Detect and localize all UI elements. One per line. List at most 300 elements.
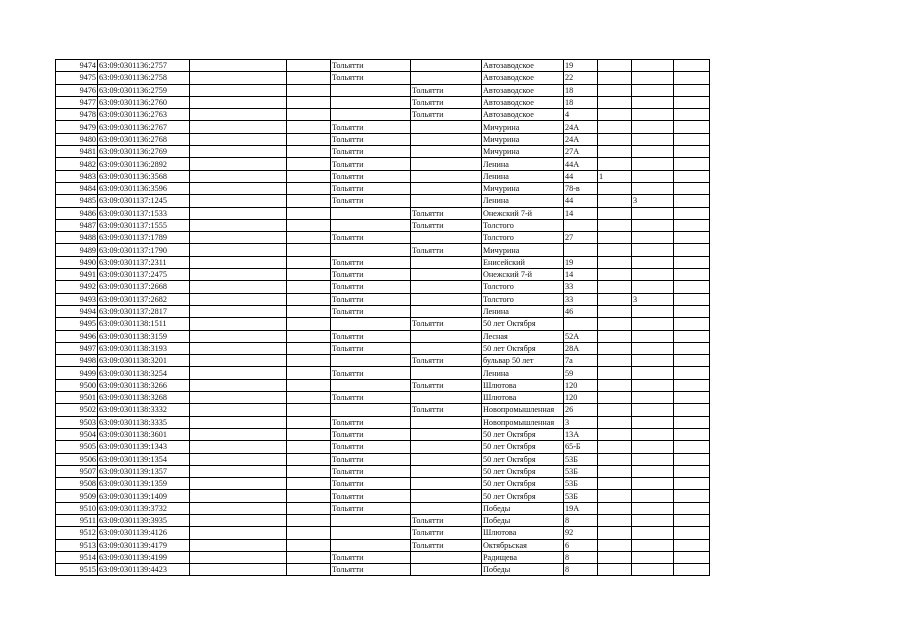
apartment-cell[interactable] — [632, 84, 674, 96]
city-cell[interactable]: Тольятти — [331, 465, 411, 477]
empty-cell[interactable] — [287, 72, 331, 84]
apartment-cell[interactable] — [632, 109, 674, 121]
empty-cell[interactable] — [287, 219, 331, 231]
house-cell[interactable]: 53Б — [564, 453, 598, 465]
building-cell[interactable] — [598, 219, 632, 231]
empty-cell[interactable] — [287, 318, 331, 330]
building-cell[interactable] — [598, 478, 632, 490]
cadastral-number-cell[interactable]: 63:09:0301137:2668 — [98, 281, 190, 293]
settlement-cell[interactable] — [411, 133, 482, 145]
empty-cell[interactable] — [674, 195, 710, 207]
house-cell[interactable]: 28А — [564, 342, 598, 354]
empty-cell[interactable] — [287, 539, 331, 551]
empty-cell[interactable] — [190, 72, 287, 84]
city-cell[interactable]: Тольятти — [331, 256, 411, 268]
city-cell[interactable] — [331, 84, 411, 96]
empty-cell[interactable] — [674, 170, 710, 182]
settlement-cell[interactable] — [411, 478, 482, 490]
cadastral-number-cell[interactable]: 63:09:0301138:3332 — [98, 404, 190, 416]
apartment-cell[interactable] — [632, 244, 674, 256]
empty-cell[interactable] — [190, 392, 287, 404]
street-cell[interactable]: Автозаводское — [482, 60, 564, 72]
street-cell[interactable]: Лесная — [482, 330, 564, 342]
house-cell[interactable]: 65-Б — [564, 441, 598, 453]
house-cell[interactable]: 18 — [564, 84, 598, 96]
cadastral-number-cell[interactable]: 63:09:0301139:1357 — [98, 465, 190, 477]
building-cell[interactable] — [598, 96, 632, 108]
building-cell[interactable] — [598, 465, 632, 477]
apartment-cell[interactable] — [632, 404, 674, 416]
cadastral-number-cell[interactable]: 63:09:0301136:2760 — [98, 96, 190, 108]
building-cell[interactable] — [598, 527, 632, 539]
city-cell[interactable] — [331, 318, 411, 330]
empty-cell[interactable] — [287, 379, 331, 391]
cadastral-number-cell[interactable]: 63:09:0301138:3268 — [98, 392, 190, 404]
empty-cell[interactable] — [674, 293, 710, 305]
row-number-cell[interactable]: 9492 — [56, 281, 98, 293]
empty-cell[interactable] — [674, 109, 710, 121]
cadastral-number-cell[interactable]: 63:09:0301137:1555 — [98, 219, 190, 231]
house-cell[interactable]: 18 — [564, 96, 598, 108]
empty-cell[interactable] — [287, 146, 331, 158]
street-cell[interactable]: Толстого — [482, 219, 564, 231]
settlement-cell[interactable] — [411, 195, 482, 207]
house-cell[interactable]: 19 — [564, 256, 598, 268]
apartment-cell[interactable] — [632, 551, 674, 563]
building-cell[interactable] — [598, 109, 632, 121]
empty-cell[interactable] — [674, 219, 710, 231]
city-cell[interactable] — [331, 514, 411, 526]
empty-cell[interactable] — [674, 514, 710, 526]
empty-cell[interactable] — [674, 96, 710, 108]
street-cell[interactable]: Ленина — [482, 305, 564, 317]
street-cell[interactable]: 50 лет Октября — [482, 490, 564, 502]
settlement-cell[interactable]: Тольятти — [411, 109, 482, 121]
settlement-cell[interactable] — [411, 502, 482, 514]
apartment-cell[interactable] — [632, 490, 674, 502]
empty-cell[interactable] — [287, 195, 331, 207]
empty-cell[interactable] — [674, 305, 710, 317]
city-cell[interactable]: Тольятти — [331, 60, 411, 72]
building-cell[interactable] — [598, 305, 632, 317]
empty-cell[interactable] — [287, 428, 331, 440]
building-cell[interactable] — [598, 392, 632, 404]
house-cell[interactable]: 19А — [564, 502, 598, 514]
empty-cell[interactable] — [190, 453, 287, 465]
empty-cell[interactable] — [674, 379, 710, 391]
empty-cell[interactable] — [287, 207, 331, 219]
house-cell[interactable]: 8 — [564, 564, 598, 576]
row-number-cell[interactable]: 9477 — [56, 96, 98, 108]
row-number-cell[interactable]: 9478 — [56, 109, 98, 121]
cadastral-number-cell[interactable]: 63:09:0301138:3601 — [98, 428, 190, 440]
cadastral-number-cell[interactable]: 63:09:0301139:4126 — [98, 527, 190, 539]
empty-cell[interactable] — [674, 539, 710, 551]
settlement-cell[interactable] — [411, 121, 482, 133]
empty-cell[interactable] — [674, 342, 710, 354]
settlement-cell[interactable] — [411, 281, 482, 293]
apartment-cell[interactable] — [632, 232, 674, 244]
empty-cell[interactable] — [674, 478, 710, 490]
cadastral-number-cell[interactable]: 63:09:0301136:2758 — [98, 72, 190, 84]
building-cell[interactable] — [598, 133, 632, 145]
house-cell[interactable]: 27 — [564, 232, 598, 244]
cadastral-number-cell[interactable]: 63:09:0301136:2769 — [98, 146, 190, 158]
cadastral-number-cell[interactable]: 63:09:0301136:2763 — [98, 109, 190, 121]
empty-cell[interactable] — [674, 207, 710, 219]
apartment-cell[interactable] — [632, 256, 674, 268]
apartment-cell[interactable] — [632, 392, 674, 404]
row-number-cell[interactable]: 9480 — [56, 133, 98, 145]
apartment-cell[interactable] — [632, 416, 674, 428]
empty-cell[interactable] — [674, 453, 710, 465]
building-cell[interactable] — [598, 72, 632, 84]
settlement-cell[interactable] — [411, 367, 482, 379]
settlement-cell[interactable]: Тольятти — [411, 318, 482, 330]
apartment-cell[interactable] — [632, 502, 674, 514]
building-cell[interactable] — [598, 379, 632, 391]
empty-cell[interactable] — [287, 404, 331, 416]
empty-cell[interactable] — [190, 416, 287, 428]
empty-cell[interactable] — [674, 182, 710, 194]
cadastral-number-cell[interactable]: 63:09:0301137:1533 — [98, 207, 190, 219]
building-cell[interactable] — [598, 539, 632, 551]
house-cell[interactable] — [564, 244, 598, 256]
settlement-cell[interactable] — [411, 158, 482, 170]
cadastral-number-cell[interactable]: 63:09:0301137:1790 — [98, 244, 190, 256]
empty-cell[interactable] — [287, 441, 331, 453]
city-cell[interactable]: Тольятти — [331, 367, 411, 379]
cadastral-number-cell[interactable]: 63:09:0301138:3159 — [98, 330, 190, 342]
empty-cell[interactable] — [287, 478, 331, 490]
settlement-cell[interactable] — [411, 170, 482, 182]
empty-cell[interactable] — [190, 244, 287, 256]
empty-cell[interactable] — [287, 502, 331, 514]
street-cell[interactable]: 50 лет Октября — [482, 342, 564, 354]
settlement-cell[interactable] — [411, 182, 482, 194]
city-cell[interactable]: Тольятти — [331, 551, 411, 563]
empty-cell[interactable] — [190, 219, 287, 231]
building-cell[interactable] — [598, 281, 632, 293]
cadastral-number-cell[interactable]: 63:09:0301136:2768 — [98, 133, 190, 145]
row-number-cell[interactable]: 9509 — [56, 490, 98, 502]
cadastral-number-cell[interactable]: 63:09:0301139:3935 — [98, 514, 190, 526]
empty-cell[interactable] — [190, 551, 287, 563]
building-cell[interactable] — [598, 244, 632, 256]
building-cell[interactable] — [598, 453, 632, 465]
empty-cell[interactable] — [287, 269, 331, 281]
empty-cell[interactable] — [287, 158, 331, 170]
cadastral-number-cell[interactable]: 63:09:0301139:4199 — [98, 551, 190, 563]
street-cell[interactable]: Автозаводское — [482, 109, 564, 121]
empty-cell[interactable] — [674, 404, 710, 416]
city-cell[interactable] — [331, 355, 411, 367]
house-cell[interactable]: 22 — [564, 72, 598, 84]
empty-cell[interactable] — [674, 146, 710, 158]
apartment-cell[interactable] — [632, 182, 674, 194]
empty-cell[interactable] — [190, 514, 287, 526]
empty-cell[interactable] — [190, 121, 287, 133]
house-cell[interactable]: 44 — [564, 195, 598, 207]
apartment-cell[interactable] — [632, 330, 674, 342]
city-cell[interactable] — [331, 527, 411, 539]
building-cell[interactable] — [598, 256, 632, 268]
empty-cell[interactable] — [674, 502, 710, 514]
row-number-cell[interactable]: 9498 — [56, 355, 98, 367]
city-cell[interactable]: Тольятти — [331, 158, 411, 170]
street-cell[interactable]: Толстого — [482, 232, 564, 244]
empty-cell[interactable] — [674, 441, 710, 453]
settlement-cell[interactable]: Тольятти — [411, 244, 482, 256]
settlement-cell[interactable] — [411, 428, 482, 440]
empty-cell[interactable] — [190, 232, 287, 244]
cadastral-number-cell[interactable]: 63:09:0301138:3266 — [98, 379, 190, 391]
apartment-cell[interactable] — [632, 342, 674, 354]
row-number-cell[interactable]: 9512 — [56, 527, 98, 539]
empty-cell[interactable] — [190, 404, 287, 416]
empty-cell[interactable] — [190, 367, 287, 379]
row-number-cell[interactable]: 9506 — [56, 453, 98, 465]
empty-cell[interactable] — [287, 527, 331, 539]
street-cell[interactable]: Победы — [482, 514, 564, 526]
street-cell[interactable]: Ленина — [482, 195, 564, 207]
empty-cell[interactable] — [287, 551, 331, 563]
city-cell[interactable]: Тольятти — [331, 170, 411, 182]
building-cell[interactable] — [598, 404, 632, 416]
settlement-cell[interactable] — [411, 453, 482, 465]
house-cell[interactable]: 19 — [564, 60, 598, 72]
settlement-cell[interactable]: Тольятти — [411, 219, 482, 231]
empty-cell[interactable] — [190, 207, 287, 219]
apartment-cell[interactable] — [632, 428, 674, 440]
empty-cell[interactable] — [674, 318, 710, 330]
street-cell[interactable]: 50 лет Октября — [482, 441, 564, 453]
house-cell[interactable]: 14 — [564, 207, 598, 219]
empty-cell[interactable] — [674, 367, 710, 379]
empty-cell[interactable] — [287, 121, 331, 133]
empty-cell[interactable] — [287, 514, 331, 526]
city-cell[interactable]: Тольятти — [331, 182, 411, 194]
house-cell[interactable]: 14 — [564, 269, 598, 281]
city-cell[interactable]: Тольятти — [331, 416, 411, 428]
apartment-cell[interactable] — [632, 539, 674, 551]
empty-cell[interactable] — [287, 170, 331, 182]
row-number-cell[interactable]: 9502 — [56, 404, 98, 416]
cadastral-number-cell[interactable]: 63:09:0301139:3732 — [98, 502, 190, 514]
apartment-cell[interactable] — [632, 121, 674, 133]
cadastral-number-cell[interactable]: 63:09:0301139:1409 — [98, 490, 190, 502]
city-cell[interactable]: Тольятти — [331, 133, 411, 145]
street-cell[interactable]: 50 лет Октября — [482, 465, 564, 477]
city-cell[interactable]: Тольятти — [331, 305, 411, 317]
city-cell[interactable]: Тольятти — [331, 453, 411, 465]
city-cell[interactable]: Тольятти — [331, 281, 411, 293]
empty-cell[interactable] — [190, 441, 287, 453]
city-cell[interactable]: Тольятти — [331, 72, 411, 84]
street-cell[interactable]: Ленина — [482, 158, 564, 170]
empty-cell[interactable] — [190, 539, 287, 551]
empty-cell[interactable] — [190, 564, 287, 576]
city-cell[interactable]: Тольятти — [331, 342, 411, 354]
empty-cell[interactable] — [674, 355, 710, 367]
settlement-cell[interactable]: Тольятти — [411, 96, 482, 108]
cadastral-number-cell[interactable]: 63:09:0301136:2757 — [98, 60, 190, 72]
row-number-cell[interactable]: 9508 — [56, 478, 98, 490]
settlement-cell[interactable] — [411, 392, 482, 404]
cadastral-number-cell[interactable]: 63:09:0301139:1343 — [98, 441, 190, 453]
building-cell[interactable] — [598, 293, 632, 305]
empty-cell[interactable] — [287, 109, 331, 121]
empty-cell[interactable] — [674, 490, 710, 502]
building-cell[interactable] — [598, 342, 632, 354]
empty-cell[interactable] — [190, 502, 287, 514]
row-number-cell[interactable]: 9496 — [56, 330, 98, 342]
empty-cell[interactable] — [674, 60, 710, 72]
empty-cell[interactable] — [190, 60, 287, 72]
row-number-cell[interactable]: 9507 — [56, 465, 98, 477]
settlement-cell[interactable] — [411, 330, 482, 342]
city-cell[interactable]: Тольятти — [331, 269, 411, 281]
empty-cell[interactable] — [190, 305, 287, 317]
street-cell[interactable]: Мичурина — [482, 182, 564, 194]
house-cell[interactable]: 7а — [564, 355, 598, 367]
empty-cell[interactable] — [674, 256, 710, 268]
building-cell[interactable] — [598, 551, 632, 563]
row-number-cell[interactable]: 9499 — [56, 367, 98, 379]
empty-cell[interactable] — [674, 121, 710, 133]
empty-cell[interactable] — [287, 564, 331, 576]
city-cell[interactable] — [331, 207, 411, 219]
empty-cell[interactable] — [674, 416, 710, 428]
house-cell[interactable]: 120 — [564, 379, 598, 391]
empty-cell[interactable] — [190, 182, 287, 194]
settlement-cell[interactable] — [411, 232, 482, 244]
empty-cell[interactable] — [287, 96, 331, 108]
settlement-cell[interactable]: Тольятти — [411, 404, 482, 416]
empty-cell[interactable] — [287, 367, 331, 379]
empty-cell[interactable] — [287, 416, 331, 428]
building-cell[interactable] — [598, 158, 632, 170]
row-number-cell[interactable]: 9490 — [56, 256, 98, 268]
apartment-cell[interactable] — [632, 318, 674, 330]
empty-cell[interactable] — [190, 170, 287, 182]
street-cell[interactable]: Автозаводское — [482, 96, 564, 108]
empty-cell[interactable] — [190, 133, 287, 145]
apartment-cell[interactable] — [632, 379, 674, 391]
city-cell[interactable]: Тольятти — [331, 330, 411, 342]
street-cell[interactable]: Толстого — [482, 293, 564, 305]
building-cell[interactable] — [598, 146, 632, 158]
apartment-cell[interactable]: 3 — [632, 293, 674, 305]
street-cell[interactable]: 50 лет Октября — [482, 318, 564, 330]
building-cell[interactable] — [598, 232, 632, 244]
street-cell[interactable]: Радищева — [482, 551, 564, 563]
cadastral-number-cell[interactable]: 63:09:0301138:1511 — [98, 318, 190, 330]
building-cell[interactable] — [598, 428, 632, 440]
street-cell[interactable]: Шлютова — [482, 379, 564, 391]
row-number-cell[interactable]: 9497 — [56, 342, 98, 354]
building-cell[interactable] — [598, 441, 632, 453]
house-cell[interactable]: 44А — [564, 158, 598, 170]
house-cell[interactable]: 26 — [564, 404, 598, 416]
building-cell[interactable] — [598, 514, 632, 526]
row-number-cell[interactable]: 9482 — [56, 158, 98, 170]
row-number-cell[interactable]: 9483 — [56, 170, 98, 182]
empty-cell[interactable] — [287, 293, 331, 305]
house-cell[interactable]: 44 — [564, 170, 598, 182]
settlement-cell[interactable] — [411, 60, 482, 72]
house-cell[interactable]: 33 — [564, 293, 598, 305]
row-number-cell[interactable]: 9489 — [56, 244, 98, 256]
empty-cell[interactable] — [287, 305, 331, 317]
house-cell[interactable]: 24А — [564, 121, 598, 133]
building-cell[interactable] — [598, 490, 632, 502]
cadastral-number-cell[interactable]: 63:09:0301139:1354 — [98, 453, 190, 465]
settlement-cell[interactable] — [411, 269, 482, 281]
empty-cell[interactable] — [190, 465, 287, 477]
settlement-cell[interactable] — [411, 72, 482, 84]
cadastral-number-cell[interactable]: 63:09:0301139:4179 — [98, 539, 190, 551]
cadastral-number-cell[interactable]: 63:09:0301139:4423 — [98, 564, 190, 576]
empty-cell[interactable] — [190, 379, 287, 391]
city-cell[interactable] — [331, 244, 411, 256]
settlement-cell[interactable]: Тольятти — [411, 207, 482, 219]
cadastral-number-cell[interactable]: 63:09:0301138:3193 — [98, 342, 190, 354]
row-number-cell[interactable]: 9487 — [56, 219, 98, 231]
empty-cell[interactable] — [190, 428, 287, 440]
house-cell[interactable]: 27А — [564, 146, 598, 158]
empty-cell[interactable] — [287, 133, 331, 145]
cadastral-number-cell[interactable]: 63:09:0301138:3201 — [98, 355, 190, 367]
street-cell[interactable]: Онежский 7-й — [482, 269, 564, 281]
empty-cell[interactable] — [674, 564, 710, 576]
apartment-cell[interactable] — [632, 60, 674, 72]
house-cell[interactable] — [564, 318, 598, 330]
row-number-cell[interactable]: 9504 — [56, 428, 98, 440]
house-cell[interactable]: 8 — [564, 514, 598, 526]
settlement-cell[interactable] — [411, 416, 482, 428]
empty-cell[interactable] — [287, 453, 331, 465]
house-cell[interactable]: 3 — [564, 416, 598, 428]
settlement-cell[interactable]: Тольятти — [411, 355, 482, 367]
settlement-cell[interactable] — [411, 342, 482, 354]
building-cell[interactable] — [598, 502, 632, 514]
empty-cell[interactable] — [190, 330, 287, 342]
row-number-cell[interactable]: 9505 — [56, 441, 98, 453]
settlement-cell[interactable]: Тольятти — [411, 514, 482, 526]
street-cell[interactable]: 50 лет Октября — [482, 428, 564, 440]
empty-cell[interactable] — [190, 527, 287, 539]
house-cell[interactable]: 6 — [564, 539, 598, 551]
street-cell[interactable]: бульвар 50 лет — [482, 355, 564, 367]
street-cell[interactable]: Ленина — [482, 170, 564, 182]
city-cell[interactable]: Тольятти — [331, 195, 411, 207]
row-number-cell[interactable]: 9474 — [56, 60, 98, 72]
apartment-cell[interactable] — [632, 441, 674, 453]
row-number-cell[interactable]: 9493 — [56, 293, 98, 305]
house-cell[interactable]: 8 — [564, 551, 598, 563]
empty-cell[interactable] — [674, 527, 710, 539]
house-cell[interactable]: 24А — [564, 133, 598, 145]
house-cell[interactable]: 46 — [564, 305, 598, 317]
street-cell[interactable]: Шлютова — [482, 392, 564, 404]
apartment-cell[interactable] — [632, 96, 674, 108]
empty-cell[interactable] — [287, 232, 331, 244]
row-number-cell[interactable]: 9510 — [56, 502, 98, 514]
row-number-cell[interactable]: 9501 — [56, 392, 98, 404]
building-cell[interactable]: 1 — [598, 170, 632, 182]
empty-cell[interactable] — [674, 392, 710, 404]
